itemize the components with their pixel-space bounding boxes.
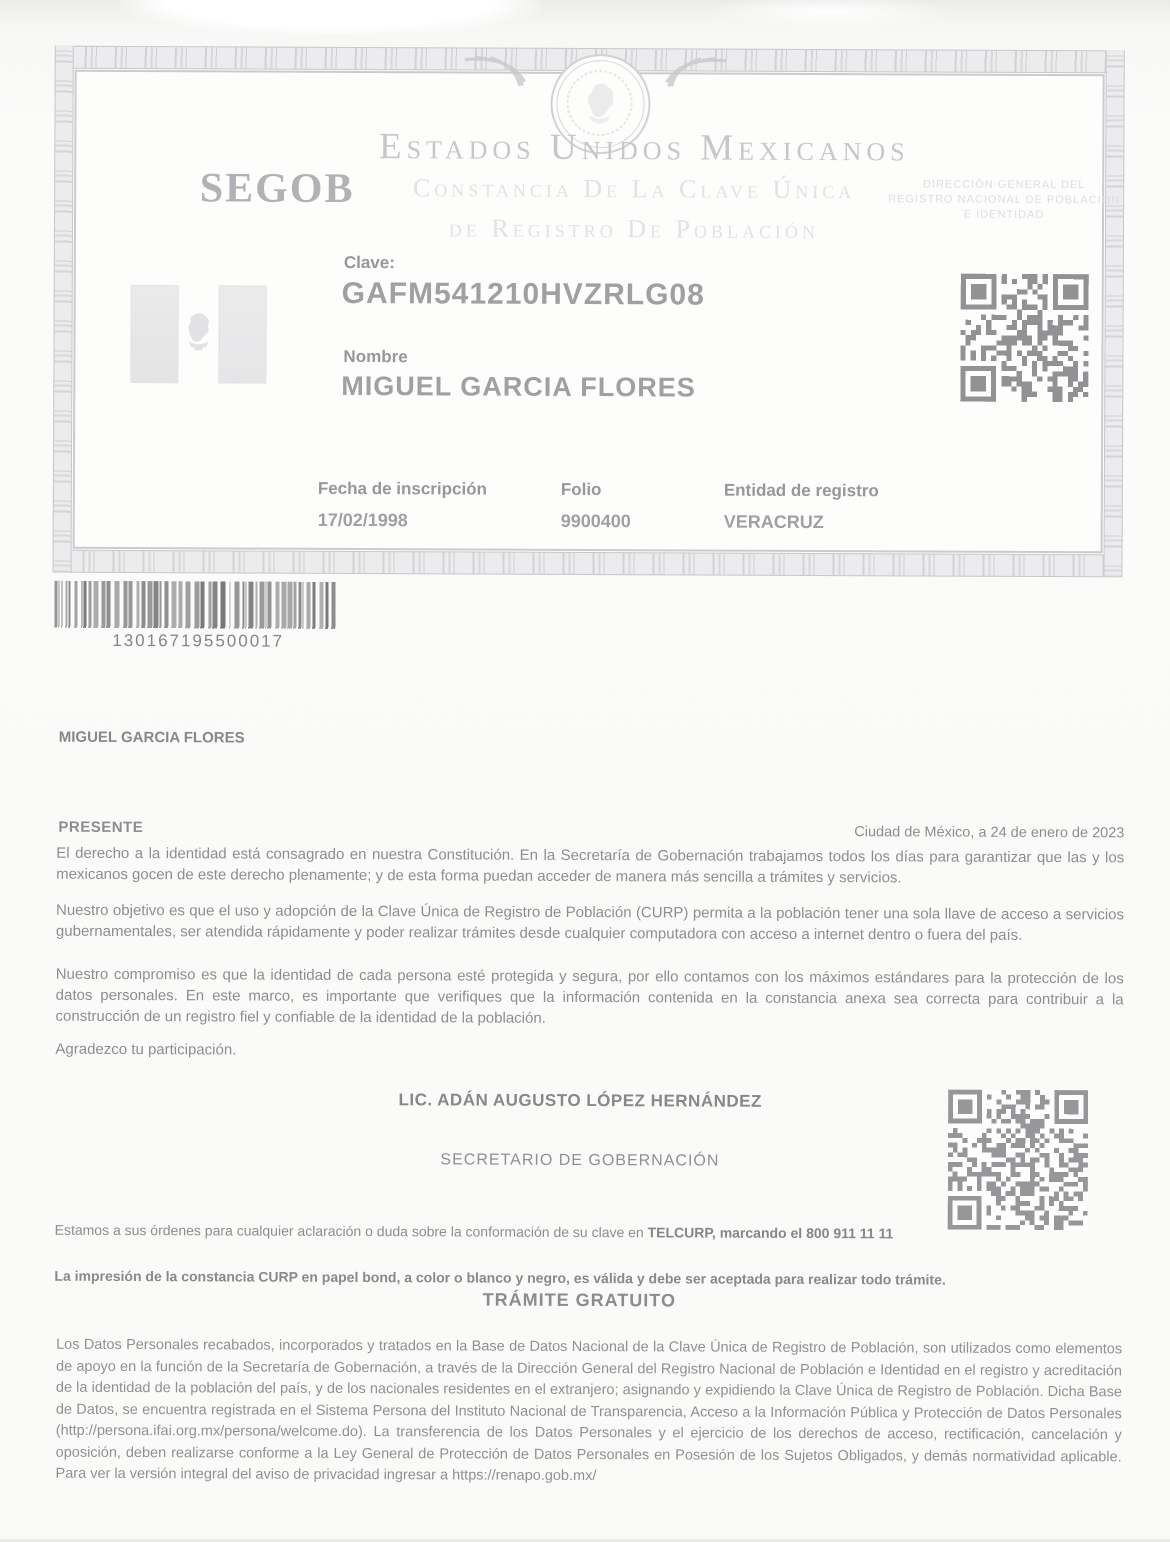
letter-paragraph-3: Nuestro compromiso es que la identidad de cada persona esté protegida y segura, por ello contamos con los máximos estándares para la protección de los datos personales. En este marco, es importante que verifiques que la información contenida en la constancia anexa sea correcta para contribuir a la construcción de un registro fiel y confiable de la identidad de la población. (55, 965, 1124, 1027)
scan-crease-artifact (700, 0, 960, 30)
flag-red-stripe (218, 285, 266, 383)
curp-clave-value: GAFM541210HVZRLG08 (341, 276, 705, 312)
signer-title: SECRETARIO DE GOBERNACIÓN (440, 1151, 720, 1170)
flag-eagle-emblem-icon (184, 311, 212, 353)
telcurp-phone: TELCURP, marcando el 800 911 11 11 (647, 1224, 894, 1242)
certificate-subtitle-line2: de Registro De Población (448, 213, 820, 245)
nombre-label: Nombre (343, 346, 408, 367)
contact-text: Estamos a sus órdenes para cualquier aclaración o duda sobre la conformación de su clave en (54, 1221, 648, 1241)
signer-name: LIC. ADÁN AUGUSTO LÓPEZ HERNÁNDEZ (398, 1090, 762, 1111)
entidad-registro-value: VERACRUZ (723, 511, 824, 533)
letter-paragraph-2: Nuestro objetivo es que el uso y adopción de la Clave Única de Registro de Población (CURP) permita a la población tener una sola llave de acceso a servicios gubernamentales, ser atendida rápidamente y poder realizar trámites desde cualquier computadora con acceso a internet dentro o fuera del país. (55, 901, 1125, 944)
free-procedure-note: TRÁMITE GRATUITO (482, 1289, 677, 1311)
clave-label: Clave: (343, 252, 395, 273)
entidad-registro-label: Entidad de registro (723, 480, 879, 501)
letter-thanks-line: Agradezco tu participación. (55, 1040, 237, 1059)
nombre-value: MIGUEL GARCIA FLORES (341, 370, 696, 403)
privacy-notice-paragraph: Los Datos Personales recabados, incorporados y tratados en la Base de Datos Nacional de la Clave Única de Registro de Población, son utilizados como elementos de apoyo en la función de la Secretaría de Gobernación, a través de la Dirección General del Registro Nacional de Población e Identidad en el registro y acreditación de la identidad de la población del país, y de los nacionales residentes en el extranjero; asignando y expidiendo la Clave Única de Registro de Población. Dicha Base de Datos, se encuentra registrada en el Sistema Persona del Instituto Nacional de Transparencia, Acceso a la Información Pública y Protección de Datos Personales (http://persona.ifai.org.mx/persona/welcome.do). La transferencia de los Datos Personales y el ejercicio de los derechos de acceso, rectificación, cancelación y oposición, deben realizarse conforme a la Ley General de Protección de Datos Personales en Posesión de los Sujetos Obligados, y demás normatividad aplicable. Para ver la versión integral del aviso de privacidad ingresar a https://renapo.gob.mx/ (55, 1336, 1123, 1485)
fecha-inscripcion-label: Fecha de inscripción (317, 478, 488, 499)
folio-value: 9900400 (560, 510, 631, 532)
flourish-decoration-right (659, 56, 729, 90)
flag-green-stripe (130, 285, 178, 383)
issuing-office-line: DIRECCIÓN GENERAL DEL (922, 178, 1086, 192)
issuing-office-line: E IDENTIDAD (963, 208, 1045, 222)
letter-paragraph-1: El derecho a la identidad está consagrado en nuestra Constitución. En la Secretaría de Gobernación trabajamos todos los días para garantizar que las y los mexicanos gocen de este derecho plenamente; y de esta forma puedan acceder de manera más sencilla a trámites y servicios. (56, 844, 1125, 887)
issuing-office-note (869, 177, 1139, 223)
contact-line (55, 1220, 1055, 1245)
flourish-decoration-left (463, 55, 533, 89)
mexican-flag-grayscale (130, 285, 266, 382)
segob-logo: SEGOB (199, 165, 355, 212)
scan-crease-artifact (120, 0, 540, 36)
letter-presente: PRESENTE (58, 818, 144, 837)
barcode-icon (54, 581, 342, 629)
ornamental-border-right (1103, 50, 1124, 577)
qr-code-verification (948, 1090, 1089, 1231)
folio-label: Folio (560, 479, 602, 500)
print-validity-note: La impresión de la constancia CURP en papel bond, a color o blanco y negro, es válida y debe ser aceptada para realizar todo trámite. (54, 1267, 946, 1288)
letter-recipient-name: MIGUEL GARCIA FLORES (58, 728, 245, 747)
certificate-subtitle-line1: Constancia De La Clave Única (412, 173, 856, 205)
qr-code-certificate (960, 274, 1089, 403)
issuing-office-line: REGISTRO NACIONAL DE POBLACIÓN (888, 193, 1121, 207)
barcode-number: 130167195500017 (112, 630, 285, 651)
letter-dateline: Ciudad de México, a 24 de enero de 2023 (854, 824, 1125, 842)
certificate-title: Estados Unidos Mexicanos (378, 126, 910, 170)
fecha-inscripcion-value: 17/02/1998 (317, 509, 408, 531)
barcode-block (54, 581, 342, 652)
ornamental-border-bottom (52, 550, 1122, 578)
ornamental-border-left (52, 46, 73, 573)
